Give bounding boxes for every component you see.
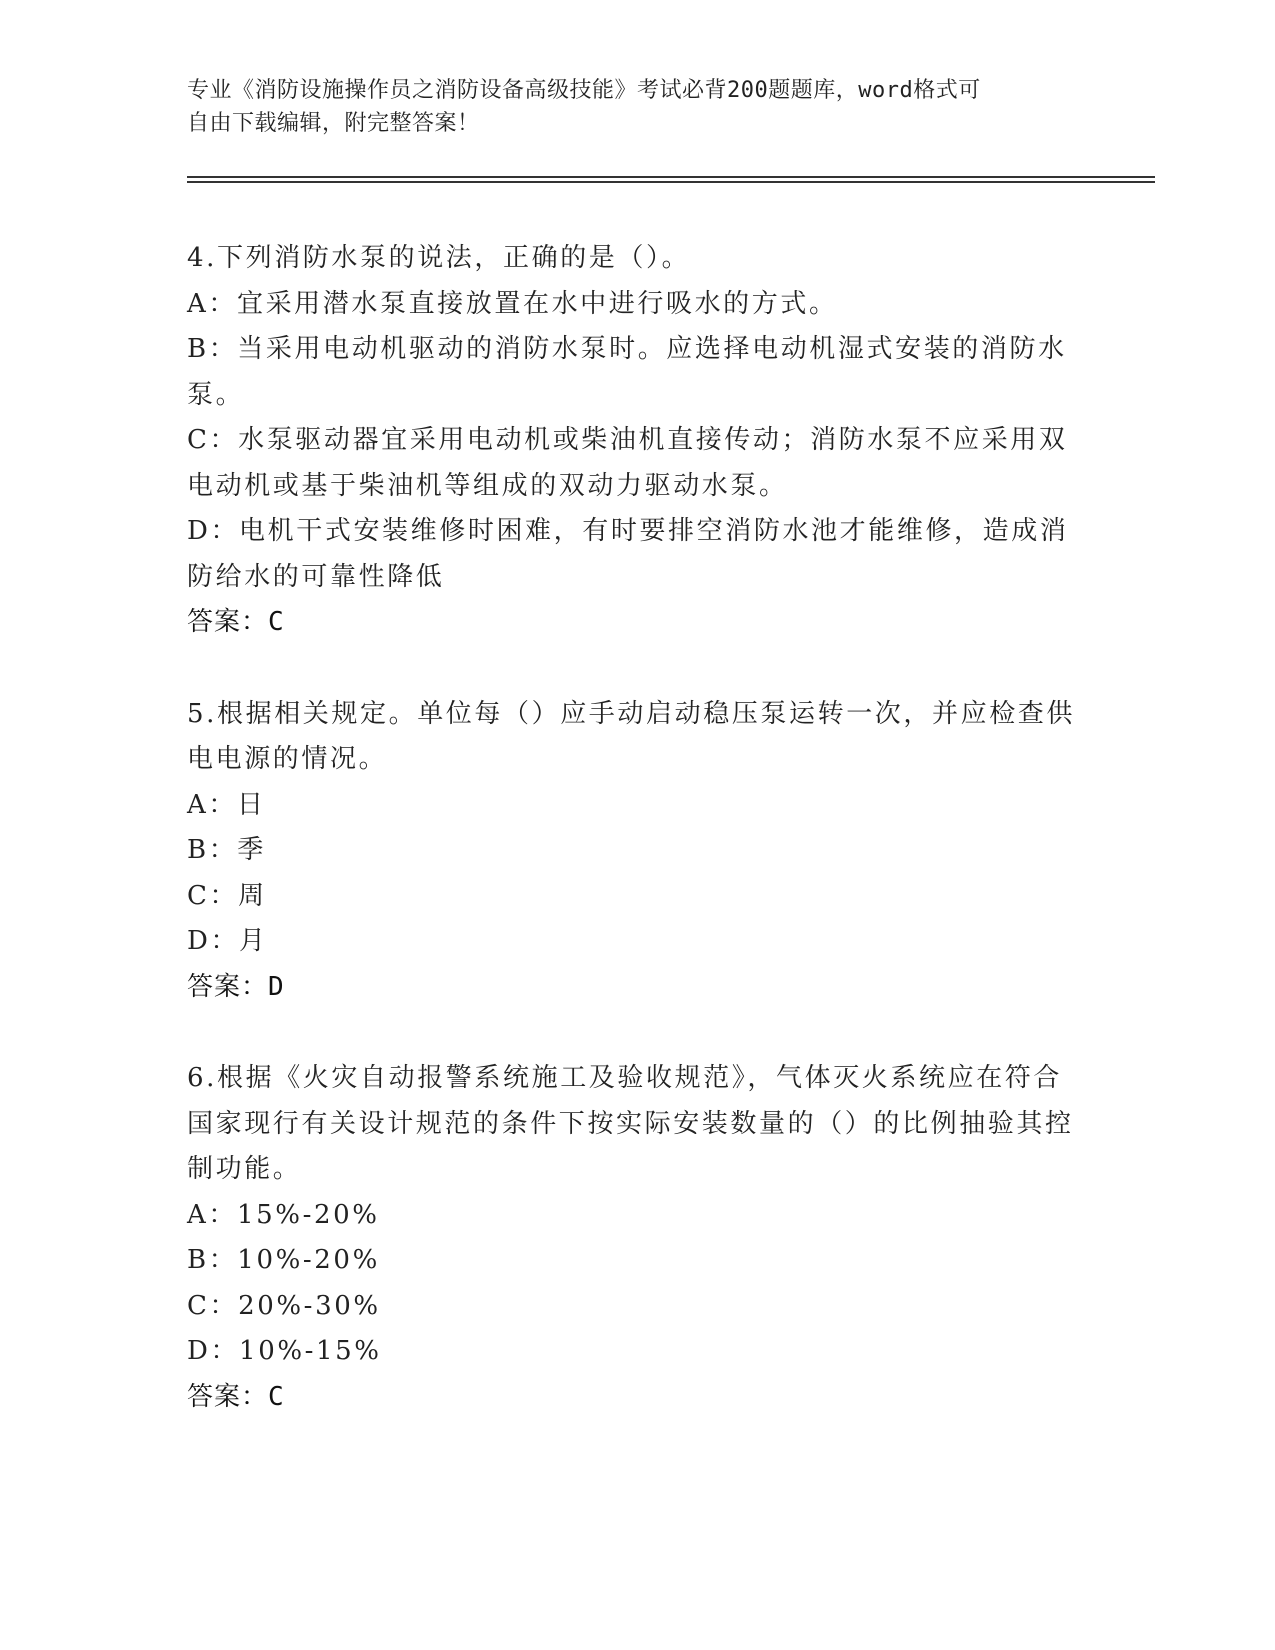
- answer-label: 答案：: [187, 1381, 269, 1412]
- header-divider-bottom: [187, 181, 1155, 183]
- answer-value: D: [268, 971, 285, 1002]
- option-c: C：水泵驱动器宜采用电动机或柴油机直接传动；消防水泵不应采用双电动机或基于柴油机等组成的双动力驱动水泵。: [187, 425, 1068, 501]
- question-stem: 6.根据《火灾自动报警系统施工及验收规范》，气体灭火系统应在符合国家现行有关设计规范的条件下按实际安装数量的（）的比例抽验其控制功能。: [187, 1063, 1074, 1184]
- option-b: B：当采用电动机驱动的消防水泵时。应选择电动机湿式安装的消防水泵。: [187, 334, 1067, 410]
- question-4: [187, 236, 1087, 646]
- answer-label: 答案：: [187, 971, 269, 1002]
- header-line-1: 专业《消防设施操作员之消防设备高级技能》考试必背200题题库，word格式可: [187, 78, 981, 103]
- question-stem: 5.根据相关规定。单位每（）应手动启动稳压泵运转一次，并应检查供电电源的情况。: [187, 698, 1076, 774]
- answer-value: C: [268, 1381, 285, 1412]
- question-stem: 4.下列消防水泵的说法，正确的是（）。: [187, 243, 691, 273]
- option-b: B：季: [187, 835, 266, 865]
- option-b: B：10%-20%: [187, 1245, 380, 1275]
- option-c: C：周: [187, 880, 267, 911]
- answer-line: [187, 965, 1087, 1011]
- option-d: D：电机干式安装维修时困难，有时要排空消防水池才能维修，造成消防给水的可靠性降低: [187, 516, 1069, 592]
- option-d: D：月: [187, 926, 268, 956]
- option-a: A：宜采用潜水泵直接放置在水中进行吸水的方式。: [187, 288, 838, 319]
- answer-line: [187, 600, 1087, 646]
- document-header: [187, 74, 1067, 140]
- answer-line: [187, 1375, 1087, 1421]
- option-a: A：日: [187, 789, 266, 820]
- header-line-2: 自由下载编辑，附完整答案！: [187, 111, 480, 136]
- header-divider-top: [187, 176, 1155, 178]
- question-list: [187, 236, 1087, 1466]
- answer-label: 答案：: [187, 607, 269, 637]
- answer-value: C: [268, 607, 285, 637]
- option-d: D：10%-15%: [187, 1336, 382, 1366]
- option-a: A：15%-20%: [187, 1199, 380, 1230]
- option-c: C：20%-30%: [187, 1290, 381, 1321]
- question-5: [187, 692, 1087, 1011]
- question-6: [187, 1056, 1087, 1420]
